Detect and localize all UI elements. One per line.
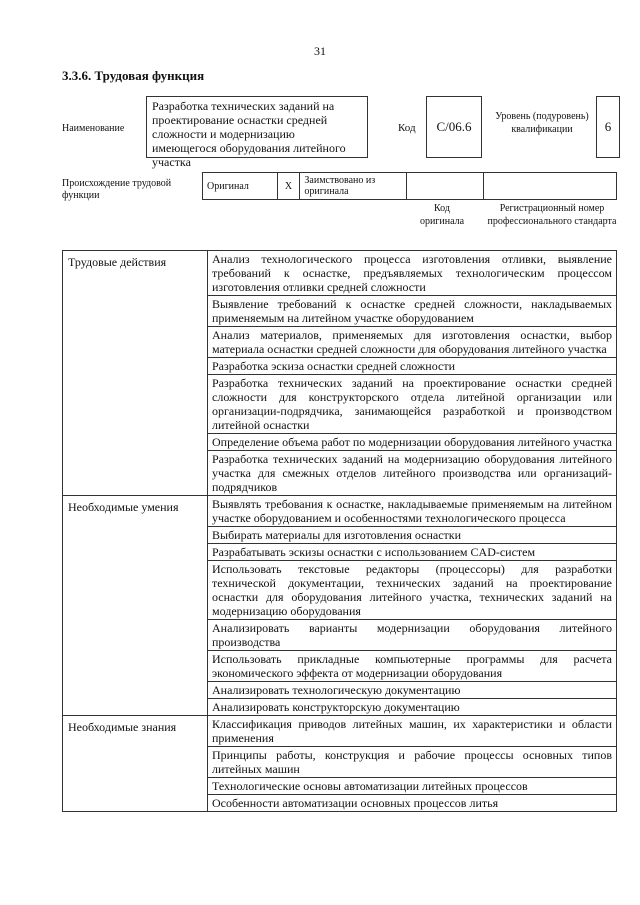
origin-label: Происхождение трудовой функции <box>62 178 172 201</box>
reg-number-label: Регистрационный номер профессионального стандарта <box>487 203 617 227</box>
section-item: Разработка технических заданий на проектирование оснастки средней сложности для конструкторского отдела литейной организации или организации-подрядчика, занимающейся разработкой и производством литейной оснастки <box>208 375 617 434</box>
page-number: 31 <box>314 44 326 58</box>
reg-number-cell <box>484 173 617 200</box>
qualification-level-label: Уровень (подуровень) квалификации <box>495 111 589 135</box>
section-title: Необходимые знания <box>63 716 208 812</box>
section-item: Классификация приводов литейных машин, их характеристики и области применения <box>208 716 617 747</box>
section-item: Разрабатывать эскизы оснастки с использованием CAD-систем <box>208 544 617 561</box>
section-item: Разработка технических заданий на модернизацию оборудования литейного участка для смежных отделов литейного производства или организаций-подрядчиков <box>208 451 617 496</box>
name-label: Наименование <box>62 123 125 134</box>
section-item: Разработка эскиза оснастки средней сложности <box>208 358 617 375</box>
table-row <box>63 496 617 527</box>
code-original-label: Код оригинала <box>419 203 465 227</box>
function-name: Разработка технических заданий на проектирование оснастки средней сложности и модернизацию имеющегося оборудования литейного участка <box>146 96 368 158</box>
qualification-level: 6 <box>596 96 620 158</box>
section-item: Анализировать технологическую документацию <box>208 682 617 699</box>
code-original-cell <box>406 173 484 200</box>
original-mark: X <box>277 173 300 200</box>
section-item: Использовать прикладные компьютерные программы для расчета экономического эффекта от модернизации оборудования <box>208 651 617 682</box>
function-details-table <box>62 250 617 812</box>
section-item: Анализ материалов, применяемых для изготовления оснастки, выбор материала оснастки средней сложности для оборудования литейного участка <box>208 327 617 358</box>
code-label: Код <box>398 122 416 134</box>
section-item: Выявление требований к оснастке средней сложности, накладываемых применяемым на литейном участке оборудованием <box>208 296 617 327</box>
section-item: Выявлять требования к оснастке, накладываемые применяемым на литейном участке оборудованием и особенностями технологического процесса <box>208 496 617 527</box>
section-item: Технологические основы автоматизации литейных процессов <box>208 778 617 795</box>
original-label: Оригинал <box>203 173 278 200</box>
table-row <box>63 251 617 296</box>
section-item: Использовать текстовые редакторы (процессоры) для разработки технической документации, технических заданий на проектирование оснастки для оборудования литейного участка, технических заданий на модернизацию оборудования <box>208 561 617 620</box>
origin-table <box>202 172 617 200</box>
section-heading: 3.3.6. Трудовая функция <box>62 68 205 83</box>
origin-block <box>62 172 617 232</box>
table-row <box>63 716 617 747</box>
function-header <box>62 96 617 169</box>
function-code: С/06.6 <box>426 96 482 158</box>
borrowed-label: Заимствовано из оригинала <box>300 173 406 200</box>
section-item: Анализировать варианты модернизации оборудования литейного производства <box>208 620 617 651</box>
section-item: Особенности автоматизации основных процессов литья <box>208 795 617 812</box>
section-item: Принципы работы, конструкция и рабочие процессы основных типов литейных машин <box>208 747 617 778</box>
section-title: Необходимые умения <box>63 496 208 716</box>
section-item: Выбирать материалы для изготовления оснастки <box>208 527 617 544</box>
section-item: Определение объема работ по модернизации оборудования литейного участка <box>208 434 617 451</box>
section-item: Анализ технологического процесса изготовления отливки, выявление требований к оснастке, предъявляемых технологическим процессом изготовления отливки средней сложности <box>208 251 617 296</box>
section-title: Трудовые действия <box>63 251 208 496</box>
section-item: Анализировать конструкторскую документацию <box>208 699 617 716</box>
